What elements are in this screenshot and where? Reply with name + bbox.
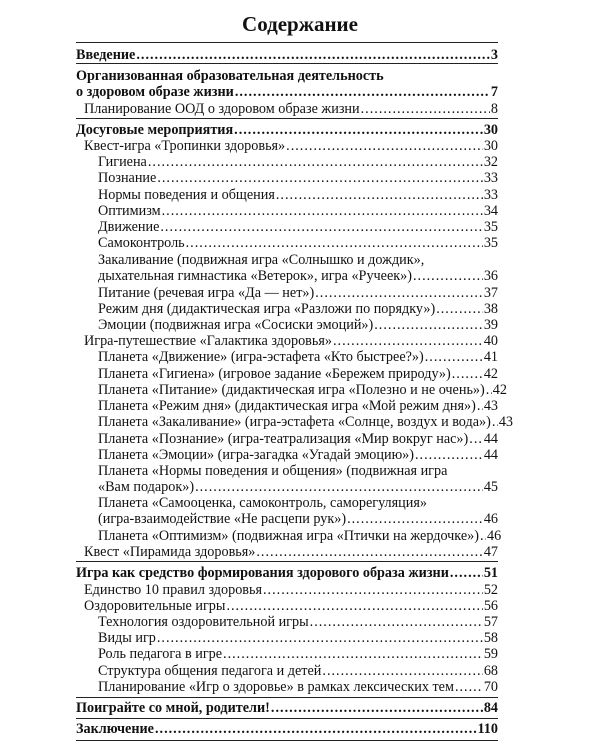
toc-entry-label: Квест-игра «Тропинки здоровья» bbox=[84, 138, 286, 154]
toc-page-number: 35 bbox=[483, 219, 498, 235]
toc-entry-label: Движение bbox=[98, 219, 160, 235]
toc-item bbox=[98, 366, 498, 383]
toc-item bbox=[98, 235, 498, 252]
toc-entry-label: Питание (речевая игра «Да — нет») bbox=[98, 285, 315, 301]
toc-page-number: 40 bbox=[483, 333, 498, 349]
dot-leader bbox=[415, 447, 483, 464]
toc-page-number: 44 bbox=[483, 447, 498, 463]
dot-leader bbox=[469, 431, 483, 448]
dot-leader bbox=[235, 84, 490, 101]
section-divider bbox=[76, 697, 498, 698]
toc-page-number: 30 bbox=[483, 122, 498, 138]
toc-entry-label: Игра как средство формирования здорового образа жизни bbox=[76, 565, 449, 581]
toc-page-number: 46 bbox=[483, 511, 498, 527]
dot-leader bbox=[195, 479, 483, 496]
toc-page-number: 59 bbox=[483, 646, 498, 662]
toc-entry-label: (игра-взаимодействие «Не расцепи рук») bbox=[98, 511, 347, 527]
toc-entry-label: дыхательная гимнастика «Ветерок», игра «Ручеек») bbox=[98, 268, 412, 284]
toc-item bbox=[98, 219, 498, 236]
toc-item bbox=[98, 398, 498, 415]
dot-leader bbox=[374, 317, 483, 334]
toc-item bbox=[98, 679, 498, 696]
toc-entry-label: Планета «Эмоции» (игра-загадка «Угадай эмоцию») bbox=[98, 447, 414, 463]
toc-entry-label: Введение bbox=[76, 47, 136, 63]
toc-entry-label-line: Планета «Нормы поведения и общения» (подвижная игра bbox=[98, 463, 448, 479]
toc-subsection bbox=[84, 138, 498, 155]
toc-section bbox=[76, 565, 498, 582]
toc-entry-label: «Вам подарок») bbox=[98, 479, 195, 495]
toc-entry-label-line: Организованная образовательная деятельность bbox=[76, 68, 384, 84]
dot-leader bbox=[486, 382, 492, 399]
toc-item bbox=[98, 170, 498, 187]
toc-subsection bbox=[84, 333, 498, 350]
toc-item bbox=[98, 203, 498, 220]
toc-page-number: 45 bbox=[483, 479, 498, 495]
toc-entry-label: Эмоции (подвижная игра «Сосиски эмоций») bbox=[98, 317, 374, 333]
toc-item bbox=[98, 382, 507, 399]
dot-leader bbox=[310, 614, 483, 631]
toc-page-number: 43 bbox=[498, 414, 514, 430]
toc-subsection bbox=[84, 101, 498, 118]
toc-item bbox=[98, 630, 498, 647]
toc-entry-label-line: Планета «Самооценка, самоконтроль, саморегуляция» bbox=[98, 495, 427, 511]
toc-entry-label: Структура общения педагога и детей bbox=[98, 663, 322, 679]
toc-section bbox=[76, 84, 498, 101]
section-divider bbox=[76, 561, 498, 562]
dot-leader bbox=[263, 582, 483, 599]
toc-item bbox=[98, 431, 498, 448]
toc-entry-label: Планирование ООД о здоровом образе жизни bbox=[84, 101, 360, 117]
toc-page-number: 44 bbox=[483, 431, 498, 447]
toc-item bbox=[98, 268, 498, 285]
page-title: Содержание bbox=[242, 12, 358, 36]
toc-entry-label: Планета «Режим дня» (дидактическая игра «Мой режим дня») bbox=[98, 398, 476, 414]
section-divider bbox=[76, 118, 498, 119]
toc-entry-label: Заключение bbox=[76, 721, 154, 737]
toc-page-number: 33 bbox=[483, 187, 498, 203]
dot-leader bbox=[234, 122, 483, 139]
toc-page-number: 56 bbox=[483, 598, 498, 614]
toc-entry-label: Гигиена bbox=[98, 154, 147, 170]
dot-leader bbox=[480, 528, 486, 545]
toc-page-number: 46 bbox=[486, 528, 502, 544]
toc-item bbox=[98, 187, 498, 204]
toc-item bbox=[98, 511, 498, 528]
dot-leader bbox=[436, 301, 483, 318]
toc-entry-label: Оздоровительные игры bbox=[84, 598, 226, 614]
section-divider bbox=[76, 63, 498, 64]
toc-page-number: 33 bbox=[483, 170, 498, 186]
toc-item bbox=[98, 663, 498, 680]
dot-leader bbox=[162, 203, 483, 220]
toc-entry-label: Познание bbox=[98, 170, 157, 186]
dot-leader bbox=[286, 138, 483, 155]
dot-leader bbox=[155, 721, 477, 738]
toc-page-number: 41 bbox=[483, 349, 498, 365]
toc-page-number: 35 bbox=[483, 235, 498, 251]
toc-item bbox=[98, 285, 498, 302]
toc-entry-label: Режим дня (дидактическая игра «Разложи по порядку») bbox=[98, 301, 436, 317]
dot-leader bbox=[148, 154, 483, 171]
dot-leader bbox=[256, 544, 482, 561]
toc-entry-label: Поиграйте со мной, родители! bbox=[76, 700, 270, 716]
toc-page-number: 36 bbox=[483, 268, 498, 284]
toc-page-number: 34 bbox=[483, 203, 498, 219]
toc-item bbox=[98, 447, 498, 464]
dot-leader bbox=[347, 511, 483, 528]
toc-entry-label: Самоконтроль bbox=[98, 235, 185, 251]
toc-item bbox=[98, 614, 498, 631]
dot-leader bbox=[136, 47, 490, 64]
dot-leader bbox=[477, 398, 483, 415]
toc-section bbox=[76, 122, 498, 139]
dot-leader bbox=[425, 349, 483, 366]
dot-leader bbox=[492, 414, 498, 431]
toc-page-number: 3 bbox=[490, 47, 498, 63]
section-divider bbox=[76, 42, 498, 43]
toc-entry-label: Планирование «Игр о здоровье» в рамках лексических тем bbox=[98, 679, 454, 695]
dot-leader bbox=[452, 366, 483, 383]
toc-item bbox=[98, 414, 514, 431]
dot-leader bbox=[361, 101, 490, 118]
toc-subsection bbox=[84, 544, 498, 561]
toc-entry-label: о здоровом образе жизни bbox=[76, 84, 234, 100]
toc-entry-label: Квест «Пирамида здоровья» bbox=[84, 544, 256, 560]
toc-section bbox=[76, 47, 498, 64]
toc-subsection bbox=[84, 598, 498, 615]
dot-leader bbox=[455, 679, 483, 696]
toc-page-number: 47 bbox=[483, 544, 498, 560]
toc-page-number: 7 bbox=[490, 84, 498, 100]
toc-entry-label: Игра-путешествие «Галактика здоровья» bbox=[84, 333, 332, 349]
toc-entry-label-line: Закаливание (подвижная игра «Солнышко и дождик», bbox=[98, 252, 425, 268]
toc-entry-label: Планета «Движение» (игра-эстафета «Кто быстрее?») bbox=[98, 349, 424, 365]
dot-leader bbox=[226, 598, 482, 615]
toc-page-number: 30 bbox=[483, 138, 498, 154]
dot-leader bbox=[322, 663, 482, 680]
toc-entry-label: Планета «Питание» (дидактическая игра «Полезно и не очень») bbox=[98, 382, 485, 398]
toc-page-number: 68 bbox=[483, 663, 498, 679]
toc-entry-label: Досуговые мероприятия bbox=[76, 122, 234, 138]
toc-entry-label: Планета «Гигиена» (игровое задание «Бережем природу») bbox=[98, 366, 451, 382]
dot-leader bbox=[276, 187, 483, 204]
toc-item bbox=[98, 349, 498, 366]
toc-page-number: 38 bbox=[483, 301, 498, 317]
toc-page-number: 8 bbox=[490, 101, 498, 117]
dot-leader bbox=[450, 565, 483, 582]
toc-entry-label: Планета «Закаливание» (игра-эстафета «Солнце, воздух и вода») bbox=[98, 414, 491, 430]
toc-page-number: 84 bbox=[483, 700, 498, 716]
toc-page-number: 51 bbox=[483, 565, 498, 581]
dot-leader bbox=[223, 646, 483, 663]
toc-subsection bbox=[84, 582, 498, 599]
dot-leader bbox=[186, 235, 483, 252]
toc-item bbox=[98, 479, 498, 496]
toc-entry-label: Роль педагога в игре bbox=[98, 646, 223, 662]
toc-page-number: 70 bbox=[483, 679, 498, 695]
toc-entry-label: Оптимизм bbox=[98, 203, 161, 219]
toc-entry-label: Технология оздоровительной игры bbox=[98, 614, 309, 630]
toc-item bbox=[98, 528, 502, 545]
toc-section bbox=[76, 700, 498, 717]
dot-leader bbox=[333, 333, 483, 350]
toc-page-number: 57 bbox=[483, 614, 498, 630]
toc-page-number: 58 bbox=[483, 630, 498, 646]
dot-leader bbox=[157, 170, 482, 187]
toc-page-number: 42 bbox=[483, 366, 498, 382]
dot-leader bbox=[315, 285, 483, 302]
toc-item bbox=[98, 301, 498, 318]
toc-entry-label: Планета «Оптимизм» (подвижная игра «Птички на жердочке») bbox=[98, 528, 479, 544]
toc-section bbox=[76, 721, 498, 738]
toc-page-number: 37 bbox=[483, 285, 498, 301]
section-divider bbox=[76, 740, 498, 741]
section-divider bbox=[76, 718, 498, 719]
dot-leader bbox=[271, 700, 483, 717]
toc-page-number: 42 bbox=[492, 382, 507, 398]
toc-entry-label: Единство 10 правил здоровья bbox=[84, 582, 262, 598]
toc-item bbox=[98, 154, 498, 171]
toc-entry-label: Планета «Познание» (игра-театрализация «Мир вокруг нас») bbox=[98, 431, 469, 447]
dot-leader bbox=[160, 219, 482, 236]
dot-leader bbox=[413, 268, 483, 285]
dot-leader bbox=[157, 630, 483, 647]
toc-item bbox=[98, 317, 498, 334]
toc-page-number: 32 bbox=[483, 154, 498, 170]
toc-entry-label: Виды игр bbox=[98, 630, 156, 646]
toc-page-number: 39 bbox=[483, 317, 498, 333]
toc-item bbox=[98, 646, 498, 663]
toc-entry-label: Нормы поведения и общения bbox=[98, 187, 275, 203]
toc-page-number: 43 bbox=[483, 398, 498, 414]
toc-page-number: 52 bbox=[483, 582, 498, 598]
toc-page-number: 110 bbox=[477, 721, 498, 737]
